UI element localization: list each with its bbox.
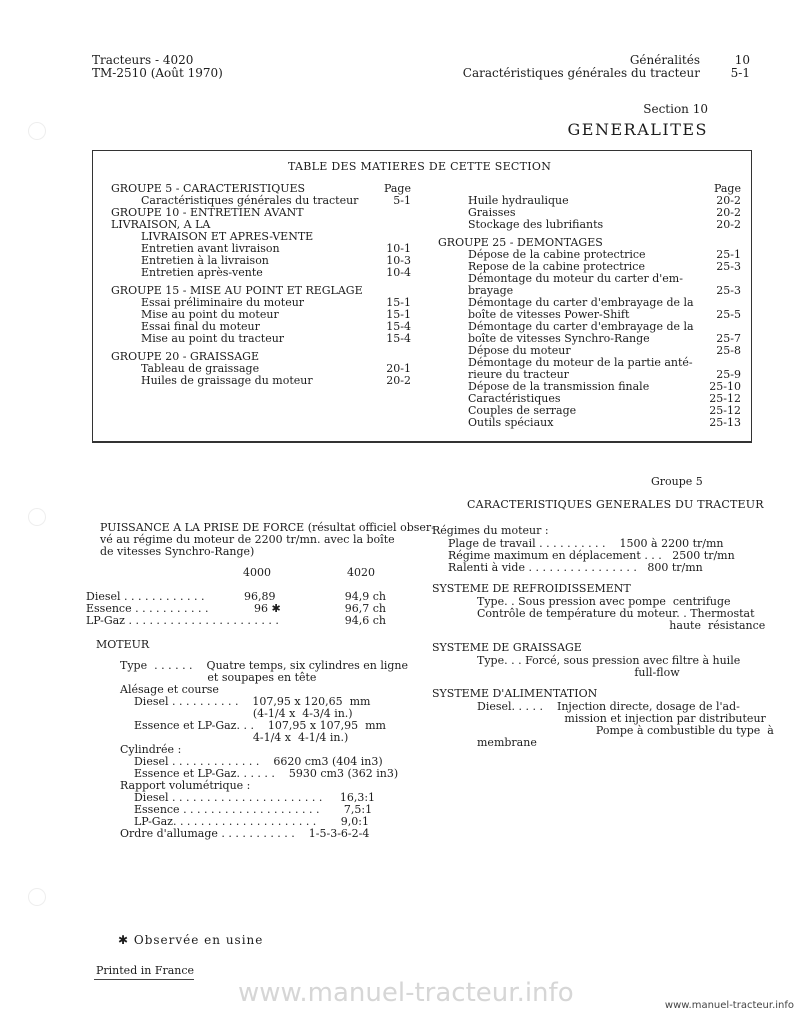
toc-title: TABLE DES MATIERES DE CETTE SECTION [288, 160, 552, 173]
toc-entry-label: GROUPE 5 - CARACTERISTIQUES [111, 182, 306, 195]
toc-entry-label: Mise au point du tracteur [141, 332, 285, 345]
section-title: GENERALITES [567, 120, 708, 139]
pdf-row-label: LP-Gaz . . . . . . . . . . . . . . . . . . . . . . [86, 614, 279, 627]
toc-entry-label: Mise au point du moteur [141, 308, 279, 321]
toc-entry-label: Démontage du moteur du carter d'em- [468, 272, 683, 285]
spec-line: Type. . Sous pression avec pompe centrifuge [477, 595, 731, 608]
toc-entry-label: Dépose du moteur [468, 344, 571, 357]
toc-entry-label: GROUPE 25 - DEMONTAGES [438, 236, 603, 249]
toc-entry-label: LIVRAISON ET APRES-VENTE [141, 230, 314, 243]
alimentation-title: SYSTEME D'ALIMENTATION [432, 687, 598, 700]
pdf-row-value-4020: 94,9 ch [344, 590, 386, 603]
toc-entry-label: Essai final du moteur [141, 320, 260, 333]
spec-line: membrane [477, 736, 537, 749]
toc-entry-label: boîte de vitesses Synchro-Range [468, 332, 650, 345]
toc-entry-page: 15-4 [386, 332, 411, 345]
toc-entry-page: 20-1 [386, 362, 411, 375]
toc-entry [438, 219, 741, 231]
toc-entry-label: Graisses [468, 206, 516, 219]
toc-entry-page [371, 207, 411, 231]
pdf-table [86, 591, 386, 627]
toc-entry-label: Huile hydraulique [468, 194, 569, 207]
toc-entry-label: rieure du tracteur [468, 368, 569, 381]
toc-entry [111, 333, 411, 345]
footer-rule [94, 979, 194, 980]
pdf-row-label: Essence . . . . . . . . . . . [86, 602, 209, 615]
toc-entry-page: 20-2 [386, 374, 411, 387]
refroidissement-title: SYSTEME DE REFROIDISSEMENT [432, 582, 631, 595]
pdf-column-4020: 4020 [347, 566, 375, 579]
spec-line: Diesel . . . . . . . . . . 107,95 x 120,65 mm [120, 695, 371, 708]
pdf-row-value-4000: 96 ✱ [254, 602, 281, 615]
header-manual-ref: TM-2510 (Août 1970) [92, 66, 223, 80]
toc-page-heading-right: Page [713, 182, 741, 195]
spec-line: haute résistance [477, 619, 766, 632]
toc-entry-label: Essai préliminaire du moteur [141, 296, 305, 309]
toc-entry-page: 10-4 [386, 266, 411, 279]
toc-entry-page: 25-12 [709, 392, 741, 405]
toc-entry-label: boîte de vitesses Power-Shift [468, 308, 630, 321]
toc-entry-page: 25-1 [716, 248, 741, 261]
pdf-row-value-4020: 94,6 ch [344, 614, 386, 627]
watermark-large: www.manuel-tracteur.info [238, 978, 574, 1008]
spec-line: Ralenti à vide . . . . . . . . . . . . . . . . 800 tr/mn [448, 561, 703, 574]
toc-entry-label: Dépose de la transmission finale [468, 380, 650, 393]
spec-line: full-flow [477, 666, 680, 679]
pdf-row-label: Diesel . . . . . . . . . . . . [86, 590, 205, 603]
toc-entry-label: Repose de la cabine protectrice [468, 260, 645, 273]
spec-line: Diesel . . . . . . . . . . . . . . . . . . . . . . 16,3:1 [120, 791, 376, 804]
toc-entry-label: Entretien à la livraison [141, 254, 269, 267]
spec-line: Régime maximum en déplacement . . . 2500 tr/mn [448, 549, 735, 562]
toc-entry-label: Démontage du carter d'embrayage de la [468, 296, 694, 309]
spec-line: (4-1/4 x 4-3/4 in.) [120, 707, 353, 720]
toc-entry-page: 25-8 [716, 344, 741, 357]
watermark-small: www.manuel-tracteur.info [664, 1000, 794, 1011]
toc-entry-label: Tableau de graissage [141, 362, 260, 375]
pdf-row [86, 615, 386, 627]
toc-entry-label: Démontage du carter d'embrayage de la [468, 320, 694, 333]
printed-in: Printed in France [96, 964, 195, 977]
pdf-intro-line: PUISSANCE A LA PRISE DE FORCE (résultat officiel obser- [100, 521, 435, 534]
moteur-specs [120, 660, 408, 840]
groupe-title: CARACTERISTIQUES GENERALES DU TRACTEUR [467, 498, 764, 511]
toc-entry-page: 15-4 [386, 320, 411, 333]
spec-line: Essence et LP-Gaz. . . 107,95 x 107,95 mm [120, 719, 386, 732]
toc-entry-label: GROUPE 20 - GRAISSAGE [111, 350, 259, 363]
spec-line: Contrôle de température du moteur. . Thermostat [477, 607, 755, 620]
toc-entry-page: 25-7 [716, 332, 741, 345]
regimes-title: Régimes du moteur : [432, 524, 549, 537]
spec-line: Alésage et course [120, 683, 219, 696]
spec-line: Diesel. . . . . Injection directe, dosage de l'ad- [477, 700, 740, 713]
punch-hole-middle [28, 508, 46, 526]
spec-line: Plage de travail . . . . . . . . . . 1500 à 2200 tr/mn [448, 537, 724, 550]
spec-line: LP-Gaz. . . . . . . . . . . . . . . . . . . . . 9,0:1 [120, 815, 369, 828]
pdf-intro [100, 522, 435, 558]
toc-entry-label: Caractéristiques générales du tracteur [141, 194, 359, 207]
toc-entry-page: 25-12 [709, 404, 741, 417]
spec-line: Ordre d'allumage . . . . . . . . . . . 1-5-3-6-2-4 [120, 827, 370, 840]
header-page-number: 5-1 [730, 66, 750, 80]
toc-entry [111, 375, 411, 387]
spec-line: Rapport volumétrique : [120, 779, 251, 792]
spec-line: Essence et LP-Gaz. . . . . . 5930 cm3 (362 in3) [120, 767, 399, 780]
graissage-title: SYSTEME DE GRAISSAGE [432, 641, 582, 654]
toc-entry [438, 417, 741, 429]
punch-hole-top [28, 122, 46, 140]
spec-line: Cylindrée : [120, 743, 182, 756]
toc-entry-page: 25-13 [709, 416, 741, 429]
toc-entry-label: Couples de serrage [468, 404, 577, 417]
toc-entry-page: 25-9 [716, 368, 741, 381]
spec-line: Essence . . . . . . . . . . . . . . . . . . . . 7,5:1 [120, 803, 373, 816]
spec-line: 4-1/4 x 4-1/4 in.) [120, 731, 349, 744]
footnote: ✱ Observée en usine [118, 933, 264, 947]
toc-entry-page: 25-5 [716, 308, 741, 321]
toc-entry-label: Caractéristiques [468, 392, 561, 405]
graissage-specs [477, 655, 740, 679]
toc-entry-page: 20-2 [716, 218, 741, 231]
pdf-intro-line: de vitesses Synchro-Range) [100, 545, 255, 558]
spec-line: Pompe à combustible du type à [477, 724, 774, 737]
toc-right-column [438, 183, 741, 429]
toc-entry-label: Démontage du moteur de la partie anté- [468, 356, 693, 369]
toc-entry-page: 25-3 [716, 260, 741, 273]
spec-line: Type. . . Forcé, sous pression avec filtre à huile [477, 654, 741, 667]
toc-entry-page: 10-3 [386, 254, 411, 267]
toc-entry-page: 20-2 [716, 194, 741, 207]
pdf-intro-line: vé au régime du moteur de 2200 tr/mn. avec la boîte [100, 533, 395, 546]
toc-entry [111, 267, 411, 279]
toc-entry-label: Huiles de graissage du moteur [141, 374, 313, 387]
toc-left-column [111, 183, 411, 387]
regimes-specs [448, 538, 735, 574]
section-label: Section 10 [643, 102, 708, 116]
toc-entry-page: 25-10 [709, 380, 741, 393]
toc-entry-label: Stockage des lubrifiants [468, 218, 604, 231]
toc-entry-label: Entretien après-vente [141, 266, 263, 279]
toc-entry-label: brayage [468, 284, 514, 297]
pdf-column-4000: 4000 [243, 566, 271, 579]
header-model: Tracteurs - 4020 [92, 53, 194, 67]
toc-page-heading-left: Page [383, 182, 411, 195]
spec-line: et soupapes en tête [120, 671, 317, 684]
spec-line: Diesel . . . . . . . . . . . . . 6620 cm3 (404 in3) [120, 755, 383, 768]
toc-entry-page: 15-1 [386, 296, 411, 309]
toc-entry-page: 10-1 [386, 242, 411, 255]
spec-line: Type . . . . . . Quatre temps, six cylindres en ligne [120, 659, 409, 672]
alimentation-specs [477, 701, 774, 749]
header-section-number: 10 [734, 53, 750, 67]
toc-entry-page: 5-1 [393, 194, 411, 207]
toc-entry-page: 25-3 [716, 284, 741, 297]
toc-entry-label: GROUPE 10 - ENTRETIEN AVANT LIVRAISON, A LA [111, 206, 304, 231]
table-of-contents [92, 150, 752, 443]
toc-entry-label: GROUPE 15 - MISE AU POINT ET REGLAGE [111, 284, 363, 297]
toc-entry-page: 20-2 [716, 206, 741, 219]
toc-group-heading [111, 207, 411, 231]
pdf-row-value-4020: 96,7 ch [344, 602, 386, 615]
toc-entry-label: Entretien avant livraison [141, 242, 280, 255]
refroidissement-specs [477, 596, 765, 632]
moteur-title: MOTEUR [96, 638, 150, 651]
toc-entry-label: Outils spéciaux [468, 416, 554, 429]
pdf-row-value-4000: 96,89 [244, 590, 276, 603]
toc-entry-label: Dépose de la cabine protectrice [468, 248, 646, 261]
header-page-title: Caractéristiques générales du tracteur [462, 66, 700, 80]
toc-entry-page: 15-1 [386, 308, 411, 321]
punch-hole-bottom [28, 888, 46, 906]
header-section-name: Généralités [629, 53, 700, 67]
groupe-label: Groupe 5 [651, 475, 703, 488]
spec-line: mission et injection par distributeur [477, 712, 766, 725]
